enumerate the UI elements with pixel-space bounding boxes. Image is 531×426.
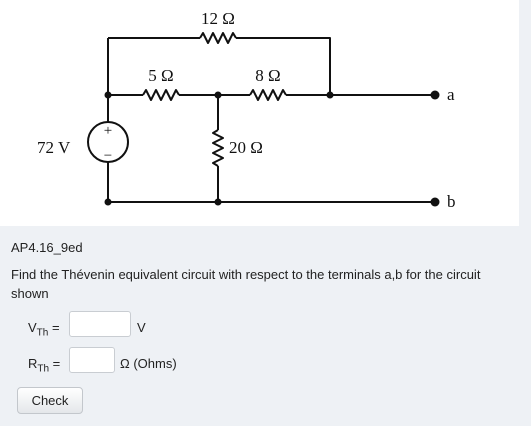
terminal-b-label: b [447,192,456,211]
vth-input[interactable] [69,311,131,337]
problem-id: AP4.16_9ed [11,240,83,255]
node-dot [105,199,112,206]
resistor-8-ohm [250,90,286,100]
rth-label: $R_{Th}$ = [28,356,61,375]
label-8-ohm: 8 Ω [255,66,281,85]
terminal-a-dot [431,91,440,100]
resistor-5-ohm [143,90,179,100]
resistor-20-ohm [213,130,223,166]
node-dot [105,92,112,99]
vth-unit: V [137,320,146,335]
source-minus-sign: − [103,148,113,164]
terminal-b-dot [431,198,440,207]
wire-top-right [236,38,330,95]
label-5-ohm: 5 Ω [148,66,174,85]
label-20-ohm: 20 Ω [229,138,263,157]
label-72-volt: 72 V [37,138,71,157]
vth-row [28,311,228,341]
problem-text: Find the Thévenin equivalent circuit with respect to the terminals a,b for the circuit shown [11,267,481,301]
node-dot [327,92,334,99]
source-plus-sign: + [103,123,113,139]
vth-label: $V_{Th}$ = [28,320,60,339]
check-button[interactable]: Check [17,387,83,414]
label-12-ohm: 12 Ω [201,9,235,28]
rth-input[interactable] [69,347,115,373]
terminal-a-label: a [447,85,455,104]
rth-unit: Ω (Ohms) [120,356,177,371]
node-dot [215,92,222,99]
resistor-12-ohm [200,33,236,43]
node-dot [215,199,222,206]
rth-row [28,347,228,377]
